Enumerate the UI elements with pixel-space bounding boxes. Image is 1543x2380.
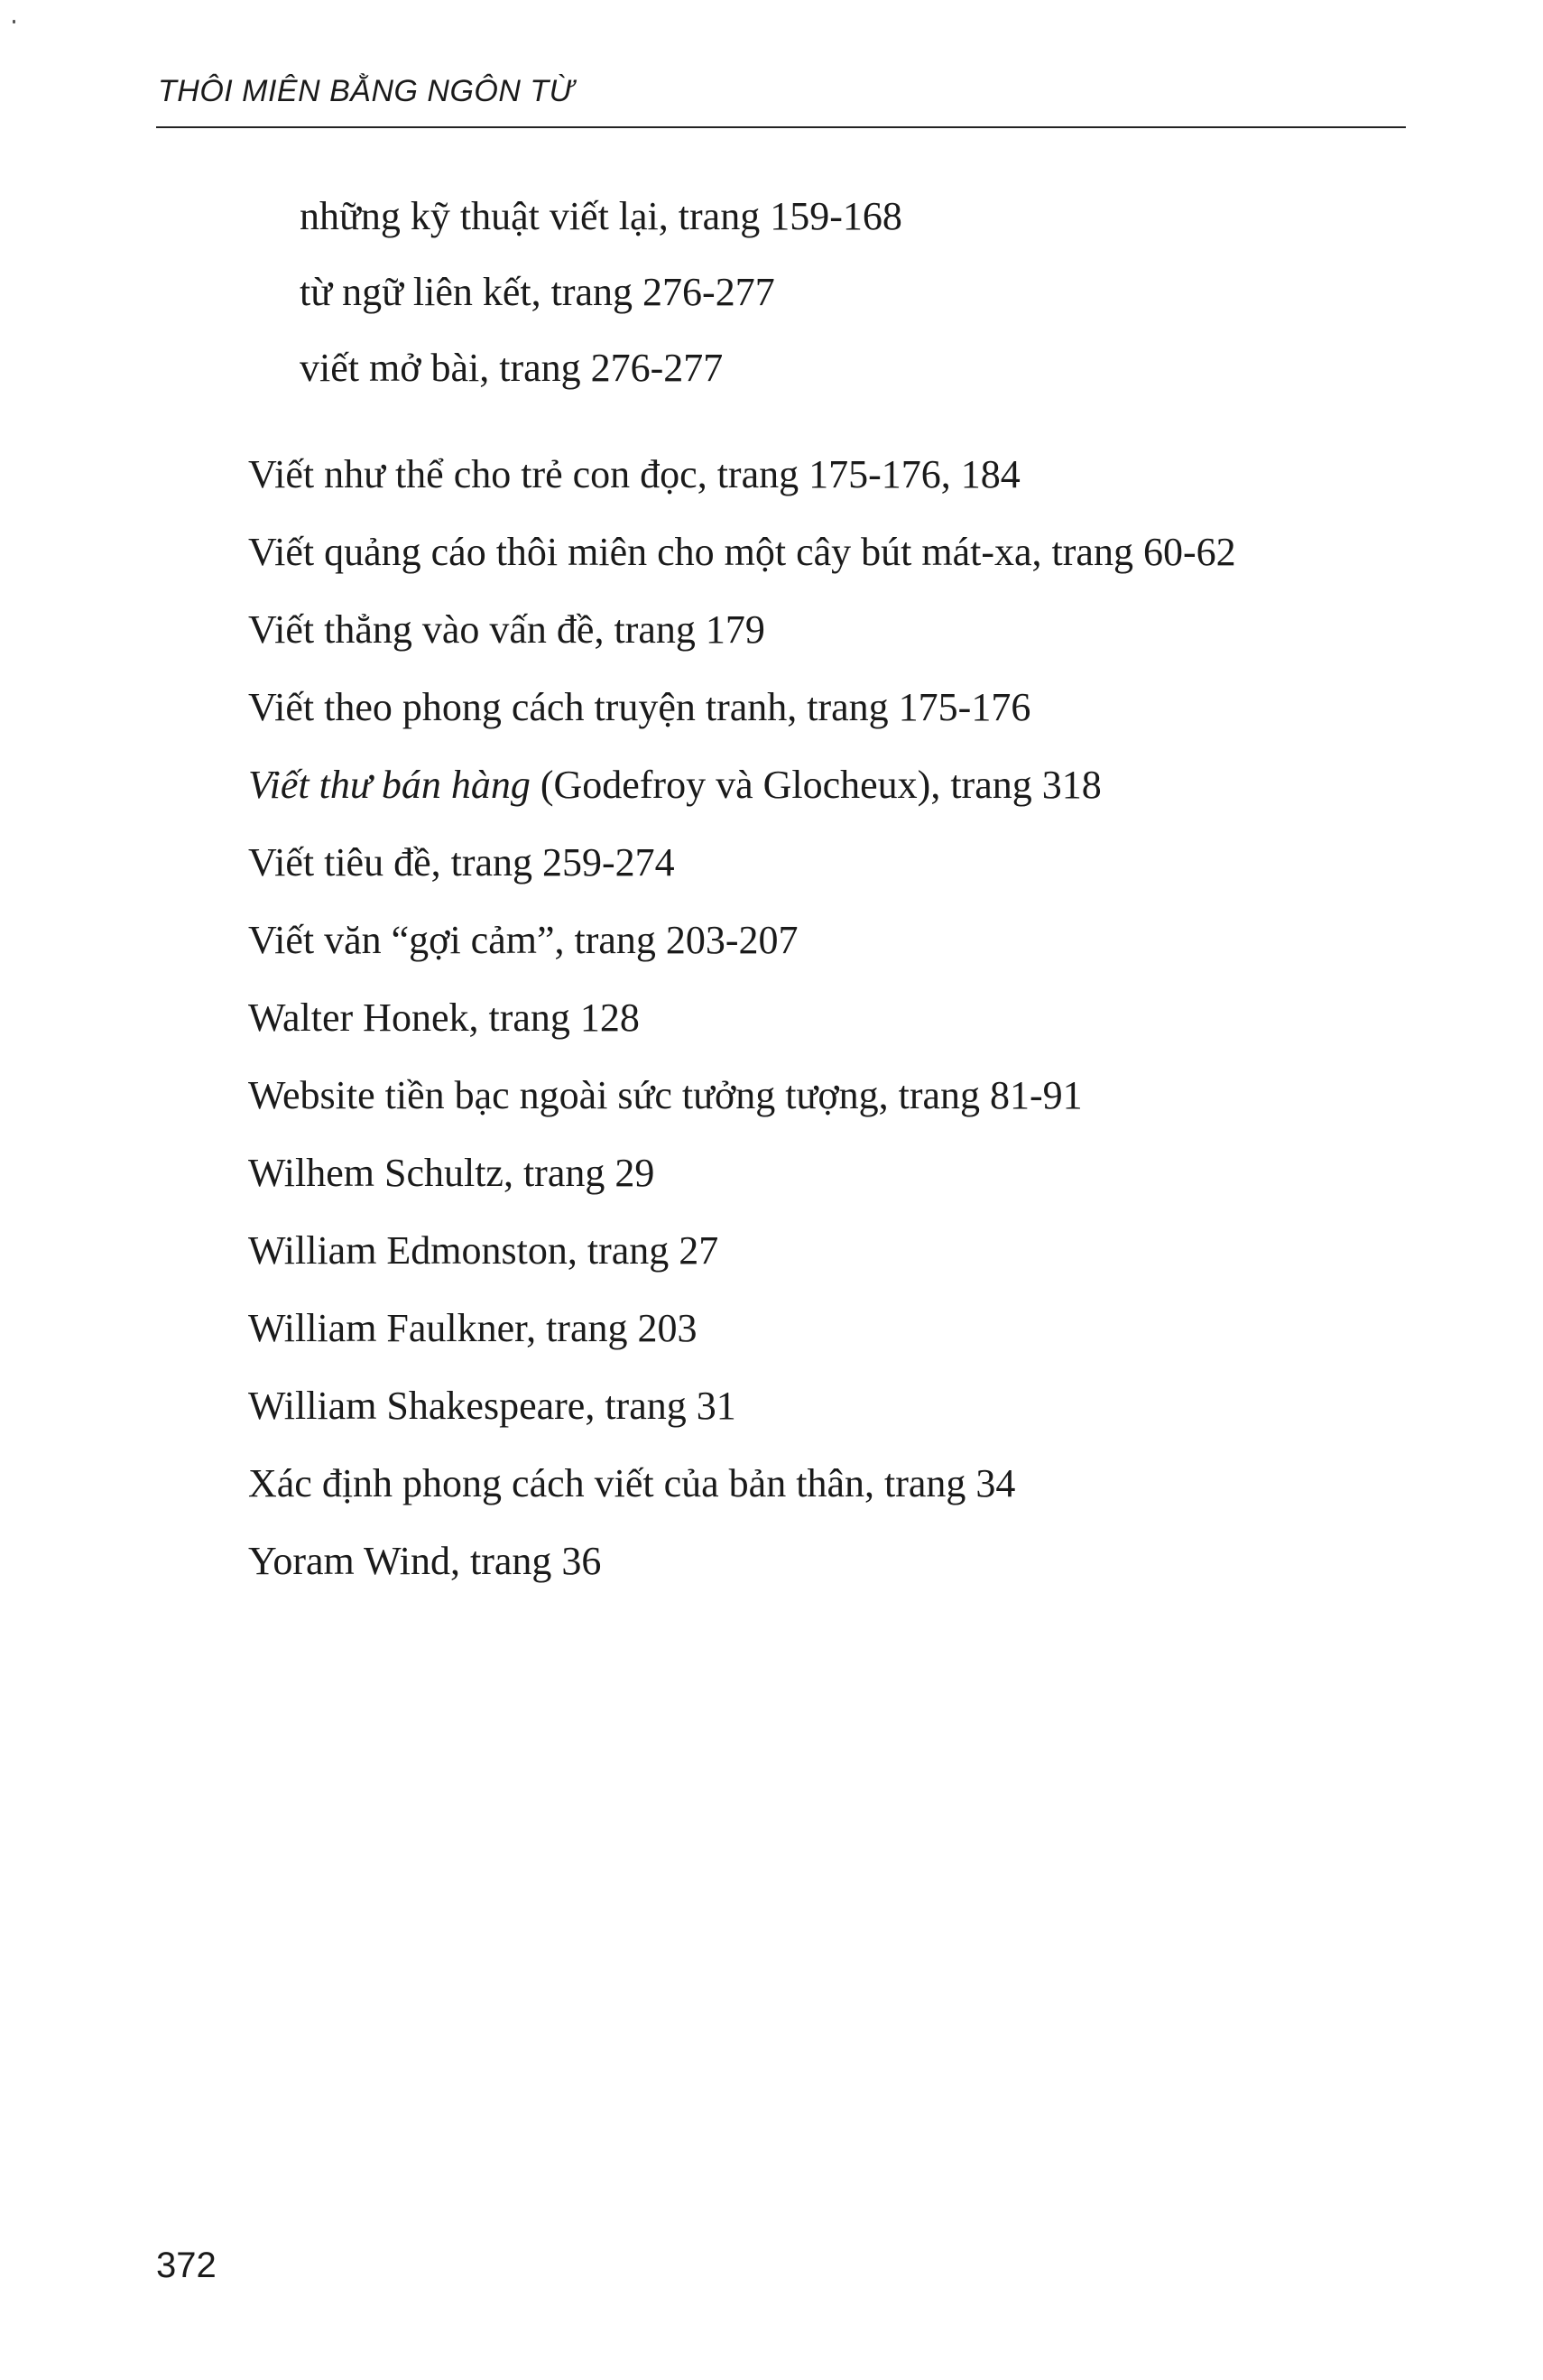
index-entry: Viết thẳng vào vấn đề, trang 179: [248, 607, 765, 652]
index-entry: Website tiền bạc ngoài sức tưởng tượng, trang 81-91: [248, 1073, 1083, 1117]
index-entry: Viết tiêu đề, trang 259-274: [248, 840, 675, 884]
index-sub-entry: từ ngữ liên kết, trang 276-277: [300, 270, 775, 314]
index-entry: Viết văn “gợi cảm”, trang 203-207: [248, 918, 799, 962]
index-sub-entry: những kỹ thuật viết lại, trang 159-168: [300, 194, 902, 238]
index-entry-title: Viết thư bán hàng: [248, 763, 531, 807]
index-entry: Xác định phong cách viết của bản thân, trang 34: [248, 1461, 1016, 1505]
index-entry: Wilhem Schultz, trang 29: [248, 1151, 655, 1195]
index-entry: William Edmonston, trang 27: [248, 1228, 719, 1273]
running-header: THÔI MIÊN BẰNG NGÔN TỪ: [158, 74, 575, 108]
index-entry: Viết theo phong cách truyện tranh, trang 175-176: [248, 685, 1031, 729]
header-rule: [156, 126, 1406, 128]
page-number: 372: [156, 2246, 217, 2285]
index-entry: William Faulkner, trang 203: [248, 1306, 698, 1350]
index-entry: Yoram Wind, trang 36: [248, 1539, 602, 1583]
index-entry: Viết như thể cho trẻ con đọc, trang 175-176, 184: [248, 452, 1021, 496]
scan-speck: [13, 20, 15, 23]
index-entry: Viết quảng cáo thôi miên cho một cây bút mát-xa, trang 60-62: [248, 530, 1236, 574]
index-entry-detail: (Godefroy và Glocheux), trang 318: [530, 763, 1102, 807]
index-entry: William Shakespeare, trang 31: [248, 1384, 736, 1428]
index-entry: [248, 760, 1102, 810]
index-entry: Walter Honek, trang 128: [248, 996, 640, 1040]
index-sub-entry: viết mở bài, trang 276-277: [300, 346, 724, 390]
